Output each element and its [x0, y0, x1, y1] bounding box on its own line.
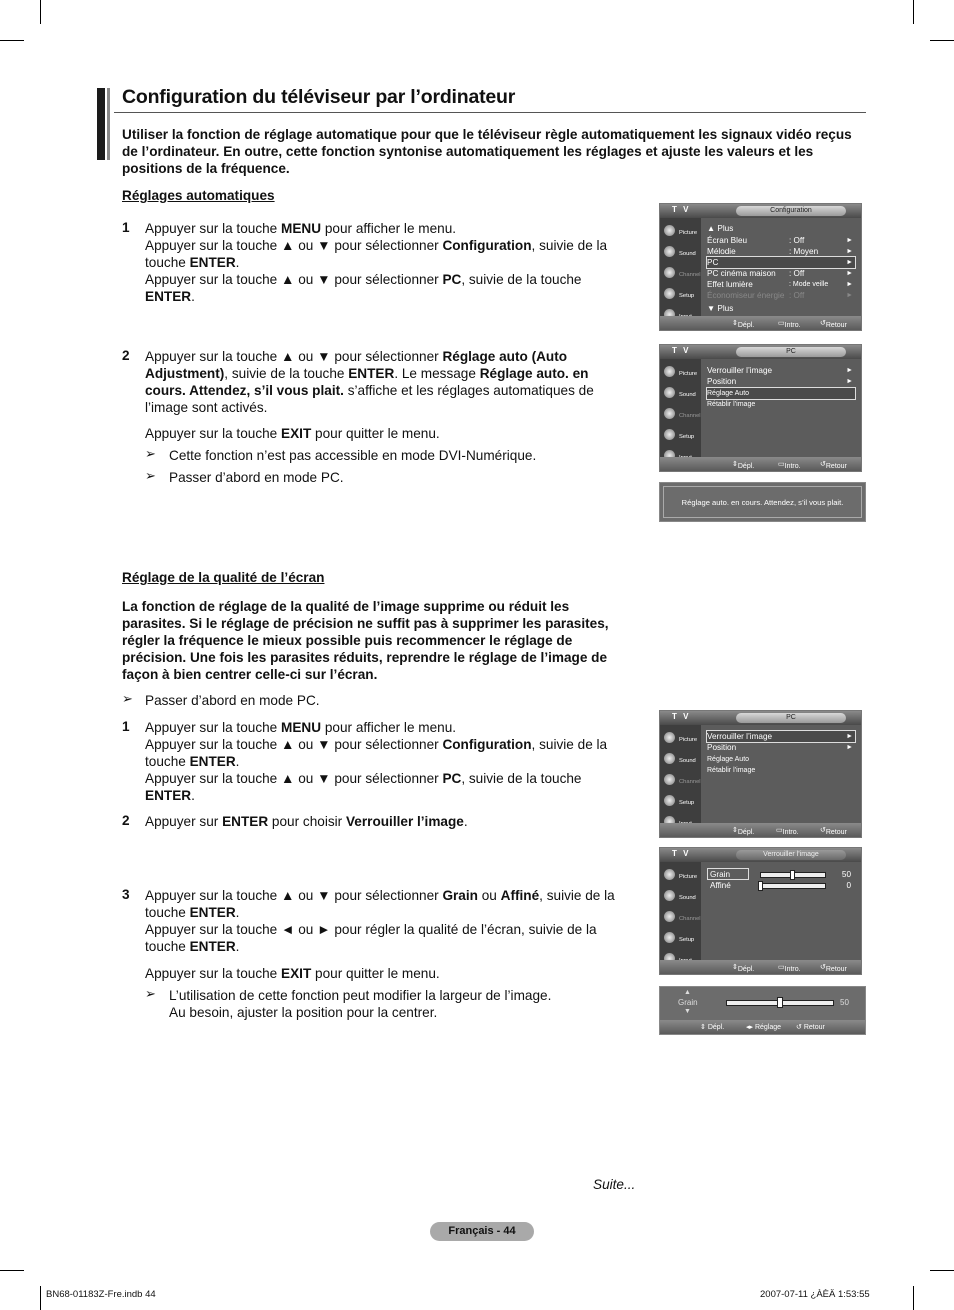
side-item-sound[interactable]: Sound	[660, 243, 701, 264]
crop-mark	[913, 0, 914, 24]
quality-step2: Appuyer sur ENTER pour choisir Verrouiller l’image.	[145, 814, 468, 829]
footer-timestamp: 2007-07-11 ¿ÀÈÄ 1:53:55	[760, 1289, 870, 1300]
crop-mark	[40, 0, 41, 24]
auto-exit: Appuyer sur la touche EXIT pour quitter le menu.	[145, 426, 440, 441]
crop-mark	[930, 1270, 954, 1271]
slider-label: Grain	[678, 998, 698, 1007]
osd-tab-title: PC	[736, 347, 846, 357]
osd-pc-menu: T V PC Picture Sound Channel Setup Verrouiller l’image ► Position ► Réglage Auto Rétablir l’image ⇕ Dépl. ▭ Intro. ↺ Retour	[659, 344, 862, 472]
section-heading-quality: Réglage de la qualité de l’écran	[122, 570, 325, 585]
crop-mark	[913, 1286, 914, 1310]
grain-slider-popup: ▲ Grain ▼ 50 ⇕ Dépl. ◂▸ Réglage ↺ Retour	[659, 986, 866, 1035]
note-arrow-icon: ➢	[122, 691, 133, 706]
osd-row[interactable]: Réglage Auto	[707, 756, 750, 763]
osd-row[interactable]: Écran Bleu : Off ►	[707, 236, 853, 245]
osd-row[interactable]: PC cinéma maison : Off ►	[707, 269, 853, 278]
setup-icon	[664, 795, 675, 806]
tv-label: T V	[672, 712, 691, 721]
auto-step2: Appuyer sur la touche ▲ ou ▼ pour sélectionner Réglage auto (Auto Adjustment), suivie de la touche ENTER. Le message Réglage auto. en cours. Attendez, s’il vous plait. s’affiche et les réglages automatiques de l’image sont activés.	[145, 349, 594, 415]
auto-step1: Appuyer sur la touche MENU pour afficher le menu. Appuyer sur la touche ▲ ou ▼ pour sélectionner Configuration, suivie de la touche ENTER. Appuyer sur la touche ▲ ou ▼ pour sélectionner PC, suivie de la touche ENTER.	[145, 221, 608, 304]
side-item-channel[interactable]: Channel	[660, 771, 701, 792]
auto-note1: Cette fonction n’est pas accessible en mode DVI-Numérique.	[169, 448, 537, 463]
page-number-badge: Français - 44	[430, 1222, 534, 1241]
side-item-channel[interactable]: Channel	[660, 405, 701, 426]
side-item-picture[interactable]: Picture	[660, 222, 701, 243]
quality-note1: L’utilisation de cette fonction peut modifier la largeur de l’image. Au besoin, ajuster la position pour la centrer.	[169, 988, 552, 1020]
side-item-channel[interactable]: Channel	[660, 264, 701, 285]
setup-icon	[664, 932, 675, 943]
side-item-sound[interactable]: Sound	[660, 750, 701, 771]
osd-pc-menu-lock: T V PC Picture Sound Channel Setup Verrouiller l’image ► Position ► Réglage Auto Rétablir l’image ⇕ Dépl. ▭ Intro. ↺ Retour	[659, 710, 862, 838]
osd-row[interactable]: Rétablir l’image	[707, 401, 756, 408]
grain-slider-knob[interactable]	[790, 870, 795, 880]
osd-row-selected[interactable]: Réglage Auto	[707, 388, 855, 399]
title-rule	[114, 112, 866, 113]
osd-lock-image-menu: T V Verrouiller l’image Picture Sound Channel Setup Grain 50 Affiné 0 ⇕ Dépl. ▭ Intro. ↺ Retour	[659, 847, 862, 975]
title-decoration	[97, 88, 112, 160]
continued-label: Suite...	[593, 1177, 636, 1192]
note-arrow-icon: ➢	[145, 446, 156, 461]
quality-step3: Appuyer sur la touche ▲ ou ▼ pour sélectionner Grain ou Affiné, suivie de la touche ENTER. Appuyer sur la touche ◄ ou ► pour régler la qualité de l’écran, suivie de la touche ENTER.	[145, 888, 615, 954]
page-title: Configuration du téléviseur par l’ordinateur	[122, 86, 516, 108]
tv-label: T V	[672, 849, 691, 858]
crop-mark	[40, 1286, 41, 1310]
quality-intro: La fonction de réglage de la qualité de l’image supprime ou réduit les parasites. Si le réglage de précision ne suffit pas à supprimer les parasites, régler la fréquence le mieux possible puis recommencer le réglage de précision. Une fois les parasites réduits, reprendre le réglage de l’image de façon à bien centrer celle-ci sur l’écran.	[122, 599, 609, 682]
osd-row[interactable]: Position ►	[707, 743, 853, 752]
quality-exit: Appuyer sur la touche EXIT pour quitter le menu.	[145, 966, 440, 981]
side-item-sound[interactable]: Sound	[660, 887, 701, 908]
sound-icon	[664, 246, 675, 257]
side-item-sound[interactable]: Sound	[660, 384, 701, 405]
osd-row-grain[interactable]: Grain 50	[710, 870, 851, 879]
osd-row-selected[interactable]: PC ►	[707, 258, 853, 267]
fine-slider-track[interactable]	[760, 883, 826, 889]
channel-icon	[664, 408, 675, 419]
sound-icon	[664, 387, 675, 398]
auto-note2: Passer d’abord en mode PC.	[169, 470, 344, 485]
channel-icon	[664, 267, 675, 278]
osd-more-up[interactable]: ▲ Plus	[707, 224, 734, 233]
osd-row[interactable]: Mélodie : Moyen ►	[707, 247, 853, 256]
side-item-channel[interactable]: Channel	[660, 908, 701, 929]
osd-tab-title: Verrouiller l’image	[736, 850, 846, 860]
side-item-setup[interactable]: Setup	[660, 426, 701, 447]
picture-icon	[664, 732, 675, 743]
auto-adjust-message: Réglage auto. en cours. Attendez, s’il vous plait.	[659, 482, 866, 522]
osd-tab-title: PC	[736, 713, 846, 723]
section-heading-auto: Réglages automatiques	[122, 188, 275, 203]
osd-row[interactable]: Économiseur énergie : Off ►	[707, 291, 853, 300]
picture-icon	[664, 869, 675, 880]
osd-row[interactable]: Verrouiller l’image ►	[707, 366, 853, 375]
sound-icon	[664, 753, 675, 764]
side-item-picture[interactable]: Picture	[660, 363, 701, 384]
side-item-setup[interactable]: Setup	[660, 929, 701, 950]
tv-label: T V	[672, 346, 691, 355]
osd-row[interactable]: Effet lumière : Mode veille ►	[707, 280, 853, 289]
picture-icon	[664, 225, 675, 236]
quality-step1: Appuyer sur la touche MENU pour afficher le menu. Appuyer sur la touche ▲ ou ▼ pour sélectionner Configuration, suivie de la touche ENTER. Appuyer sur la touche ▲ ou ▼ pour sélectionner PC, suivie de la touche ENTER.	[145, 720, 608, 803]
crop-mark	[0, 40, 24, 41]
channel-icon	[664, 774, 675, 785]
side-item-picture[interactable]: Picture	[660, 729, 701, 750]
osd-row-selected[interactable]: Verrouiller l’image ►	[707, 732, 853, 741]
note-arrow-icon: ➢	[145, 468, 156, 483]
step-number: 2	[122, 813, 130, 828]
osd-row-fine[interactable]: Affiné 0	[710, 881, 851, 890]
note-arrow-icon: ➢	[145, 986, 156, 1001]
picture-icon	[664, 366, 675, 377]
step-number: 3	[122, 887, 130, 902]
tv-label: T V	[672, 205, 691, 214]
step-number: 2	[122, 348, 130, 363]
crop-mark	[0, 1270, 24, 1271]
intro-paragraph: Utiliser la fonction de réglage automatique pour que le téléviseur règle automatiquement les signaux vidéo reçus de l’ordinateur. En outre, cette fonction syntonise automatiquement les réglages et ajuste les valeurs et les positions de la fréquence.	[122, 127, 852, 176]
fine-slider-knob[interactable]	[758, 881, 763, 891]
side-item-setup[interactable]: Setup	[660, 792, 701, 813]
osd-tab-title: Configuration	[736, 206, 846, 216]
setup-icon	[664, 288, 675, 299]
popup-slider-knob[interactable]	[777, 997, 783, 1008]
step-number: 1	[122, 719, 130, 734]
slider-value: 50	[840, 998, 849, 1007]
osd-row[interactable]: Position ►	[707, 377, 853, 386]
osd-configuration-menu: T V Configuration Picture Sound Channel Setup ▲ Plus Écran Bleu : Off ► Mélodie : Moyen ► PC ► PC cinéma maison : Off ► Effet lumière : Mode veille ► Économiseur énergie : Off ► ▼ Plus ⇕ Dépl. ▭ Intro. ↺ Retour	[659, 203, 862, 331]
osd-more-down[interactable]: ▼ Plus	[707, 304, 734, 313]
channel-icon	[664, 911, 675, 922]
side-item-picture[interactable]: Picture	[660, 866, 701, 887]
quality-note0: Passer d’abord en mode PC.	[145, 693, 320, 708]
side-item-setup[interactable]: Setup	[660, 285, 701, 306]
step-number: 1	[122, 220, 130, 235]
osd-row[interactable]: Rétablir l’image	[707, 767, 756, 774]
sound-icon	[664, 890, 675, 901]
setup-icon	[664, 429, 675, 440]
footer-file: BN68-01183Z-Fre.indb 44	[46, 1289, 156, 1300]
crop-mark	[930, 40, 954, 41]
